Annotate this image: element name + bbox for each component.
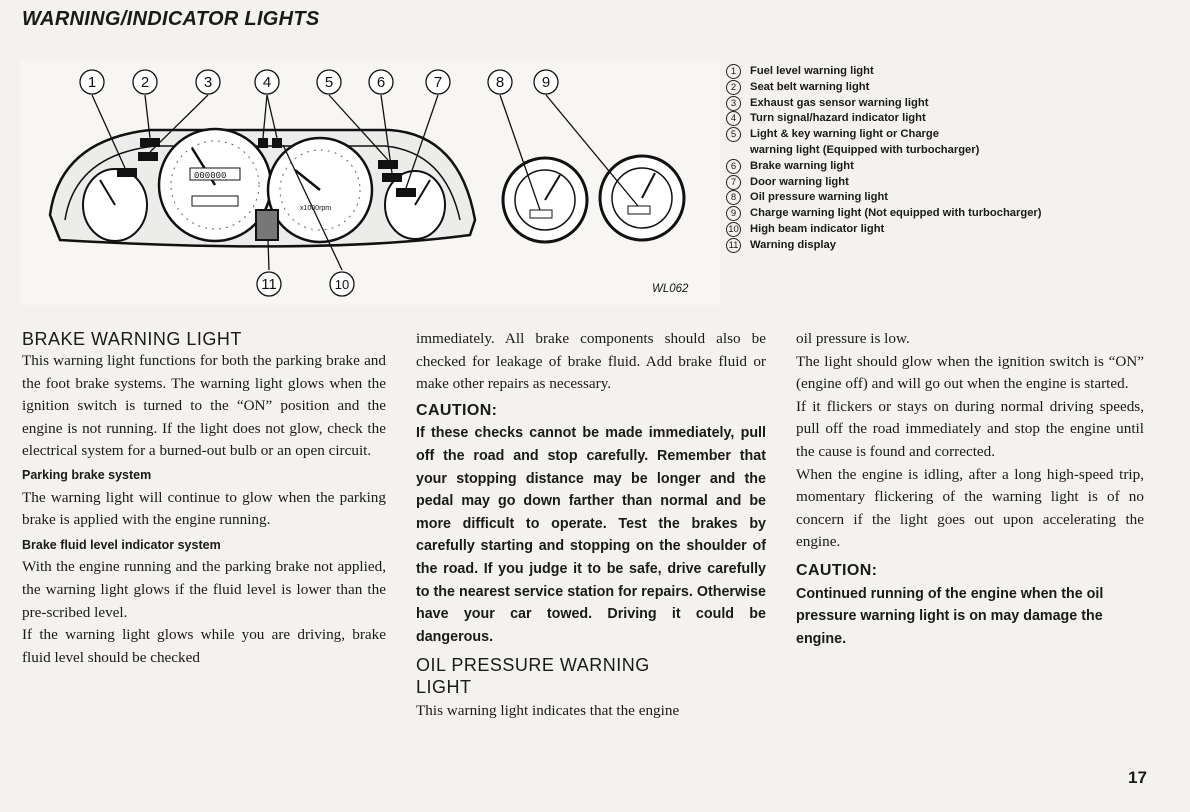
indicator-light-key	[378, 160, 398, 169]
svg-text:2: 2	[140, 74, 150, 91]
legend-text: warning light (Equipped with turbocharger)	[750, 143, 980, 156]
paragraph: When the engine is idling, after a long high-speed trip, momentary flickering of the warning light is of no concern if the light goes out upon accelerating the engine.	[796, 465, 1144, 551]
legend-item	[726, 80, 1166, 96]
page-number: 17	[1128, 768, 1147, 787]
column-1	[22, 328, 386, 669]
legend-number: 3	[726, 96, 750, 112]
subheading-brake-fluid: Brake fluid level indicator system	[22, 537, 221, 552]
section-heading-brake: BRAKE WARNING LIGHT	[22, 329, 242, 349]
caution-text: Continued running of the engine when the oil pressure warning light is on may damage the engine.	[796, 585, 1104, 647]
svg-text:4: 4	[262, 74, 272, 91]
svg-text:9: 9	[541, 74, 551, 91]
legend-text: Charge warning light (Not equipped with turbocharger)	[750, 207, 1042, 220]
svg-text:11: 11	[261, 276, 277, 293]
subheading-parking-brake: Parking brake system	[22, 467, 152, 482]
legend-item	[726, 190, 1166, 206]
callout-5	[317, 70, 341, 94]
column-3	[796, 328, 1144, 650]
page-title: WARNING/INDICATOR LIGHTS	[22, 8, 320, 30]
legend-text: Warning display	[750, 238, 836, 251]
indicator-exhaust	[138, 152, 158, 161]
callout-2	[133, 70, 157, 94]
legend-item	[726, 175, 1166, 191]
svg-text:5: 5	[324, 74, 334, 91]
svg-text:1: 1	[87, 74, 97, 91]
callout-6	[369, 70, 393, 94]
callout-3	[196, 70, 220, 94]
legend-number: 5	[726, 127, 750, 143]
legend-number: 11	[726, 238, 750, 254]
callout-10	[330, 272, 354, 296]
section-heading-oil: OIL PRESSURE WARNING LIGHT	[416, 655, 650, 698]
svg-text:8: 8	[495, 74, 505, 91]
legend-number: 9	[726, 206, 750, 222]
column-2	[416, 328, 766, 723]
callout-11	[257, 272, 281, 296]
paragraph: The light should glow when the ignition switch is “ON” (engine off) and will go out when the engine is started.	[796, 352, 1144, 393]
paragraph: If it flickers or stays on during normal driving speeds, pull off the road immediately and stop the engine until the cause is found and corrected.	[796, 397, 1144, 460]
instrument-cluster-figure	[20, 60, 720, 305]
legend-item	[726, 206, 1166, 222]
callout-1	[80, 70, 104, 94]
legend-item	[726, 96, 1166, 112]
paragraph: The warning light will continue to glow when the parking brake is applied with the engine running.	[22, 488, 386, 529]
legend-text: Light & key warning light or Charge	[750, 128, 939, 141]
caution-heading: CAUTION:	[416, 401, 498, 419]
legend-number: 6	[726, 159, 750, 175]
svg-text:3: 3	[203, 74, 213, 91]
legend-item	[726, 143, 1166, 159]
paragraph: This warning light indicates that the engine	[416, 702, 680, 720]
callout-4	[255, 70, 279, 94]
legend-text: Turn signal/hazard indicator light	[750, 112, 926, 125]
legend-item	[726, 111, 1166, 127]
legend-number: 4	[726, 111, 750, 127]
paragraph: oil pressure is low.	[796, 330, 910, 347]
paragraph: If the warning light glows while you are driving, brake fluid level should be checked	[22, 626, 386, 666]
paragraph: immediately. All brake components should also be checked for leakage of brake fluid. Add brake fluid or make other repairs as necessary.	[416, 330, 766, 393]
legend-text: Seat belt warning light	[750, 80, 870, 93]
figure-legend	[726, 64, 1166, 254]
legend-item	[726, 64, 1166, 80]
caution-text: If these checks cannot be made immediately, pull off the road and stop carefully. Remember that your stopping distance may be longer and the pedal may go down farther than normal and be more difficult to operate. Test the brakes by carefully starting and stopping on the shoulder of the road. If you judge it to be safe, drive carefully to the nearest service station for repairs. Otherwise have your car towed. Driving it could be dangerous.	[416, 425, 766, 645]
legend-number: 10	[726, 222, 750, 238]
callout-7	[426, 70, 450, 94]
callout-8	[488, 70, 512, 94]
legend-text: Fuel level warning light	[750, 65, 874, 77]
paragraph: With the engine running and the parking brake not applied, the warning light glows if the fluid level is lower than the pre-scribed level.	[22, 558, 386, 621]
legend-number: 8	[726, 190, 750, 206]
paragraph: This warning light functions for both the parking brake and the foot brake systems. The warning light glows when the ignition switch is turned to the “ON” position and the engine is not running. If the light does not glow, check the electrical system for a burned-out bulb or an open circuit.	[22, 352, 386, 460]
indicator-door	[396, 188, 416, 197]
svg-text:10: 10	[334, 277, 350, 292]
legend-number: 1	[726, 64, 750, 80]
svg-text:7: 7	[433, 74, 443, 91]
figure-code: WL062	[652, 283, 689, 295]
legend-item	[726, 238, 1166, 254]
legend-text: High beam indicator light	[750, 222, 885, 235]
legend-text: Oil pressure warning light	[750, 191, 889, 204]
legend-item	[726, 159, 1166, 175]
caution-heading: CAUTION:	[796, 561, 878, 579]
indicator-turn-left	[258, 138, 268, 148]
legend-item	[726, 127, 1166, 143]
legend-item	[726, 222, 1166, 238]
svg-text:6: 6	[376, 74, 386, 91]
legend-text: Exhaust gas sensor warning light	[750, 96, 929, 109]
callout-9	[534, 70, 558, 94]
legend-text: Door warning light	[750, 175, 849, 188]
indicator-fuel	[117, 168, 137, 177]
legend-number: 2	[726, 80, 750, 96]
legend-text: Brake warning light	[750, 159, 854, 172]
indicator-brake	[382, 173, 402, 182]
legend-number: 7	[726, 175, 750, 191]
indicator-turn-right	[272, 138, 282, 148]
tach-unit-label: x1000rpm	[300, 205, 332, 212]
odometer-readout: 000000	[194, 171, 227, 181]
warning-display-box	[256, 210, 278, 240]
